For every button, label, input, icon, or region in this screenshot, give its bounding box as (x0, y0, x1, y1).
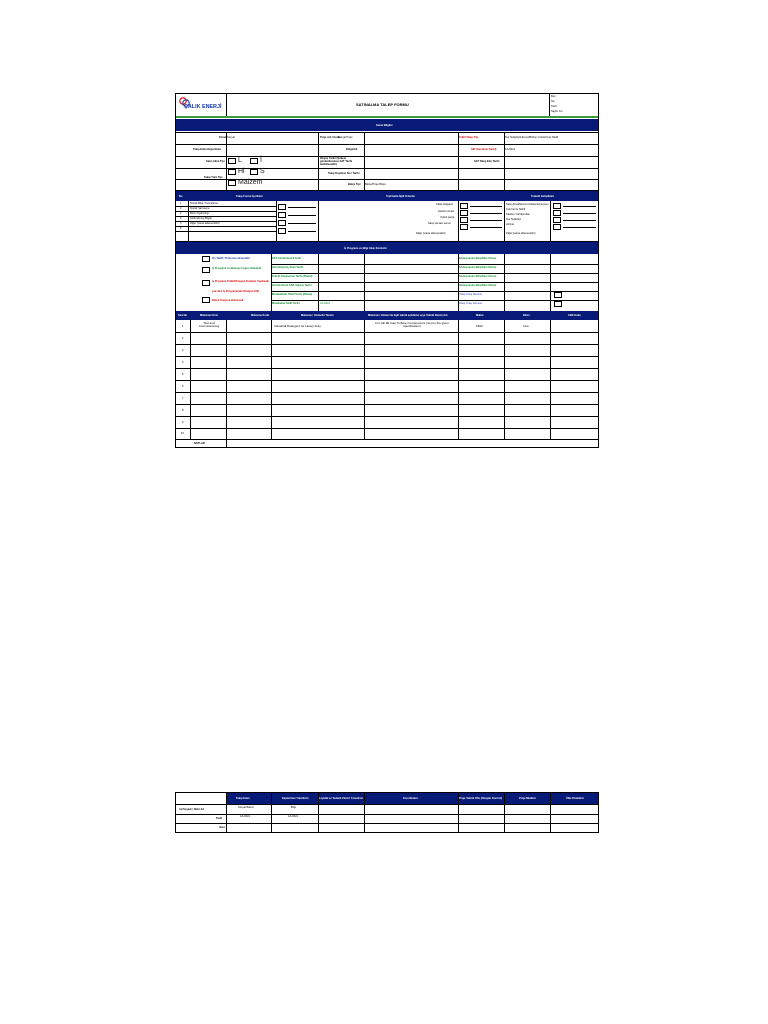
header-rule (176, 116, 598, 118)
grid-line (176, 132, 598, 133)
grid-line (504, 201, 505, 241)
contents-checkbox[interactable] (278, 212, 286, 218)
program-checkbox[interactable] (202, 256, 210, 262)
type-hi-label: Hi (238, 168, 245, 175)
grid-line (176, 231, 276, 232)
grid-line (176, 804, 598, 805)
approval-cell[interactable]: Bilgi (291, 806, 296, 809)
row-birim[interactable]: Litre (523, 324, 529, 328)
source-checkbox[interactable] (553, 203, 561, 209)
source-checkbox[interactable] (553, 224, 561, 230)
talep-tipi-value[interactable]: Tek Tedarikçi/Hizmet/Birden Çok/Hizmet Teklifi (505, 136, 559, 139)
contents-no: 6 (180, 227, 182, 230)
grid-line (226, 132, 227, 190)
grid-line (176, 416, 598, 417)
form-sheet (175, 93, 599, 448)
butce-value[interactable]: Bütçe/Proje Bütçe (365, 183, 386, 186)
grid-line (176, 392, 598, 393)
items-header-cell: Birim (523, 314, 530, 317)
technical-checkbox[interactable] (460, 210, 468, 216)
grid-line (271, 793, 272, 832)
row-no: 6 (182, 385, 184, 388)
grid-line (470, 227, 502, 228)
row-no: 3 (182, 349, 184, 352)
grid-line (288, 215, 316, 216)
approval-header: Lojistik ve Tedarik Zinciri Yöneticisi (319, 797, 363, 800)
grid-line (176, 226, 276, 227)
grid-line (271, 300, 598, 301)
grid-line (549, 94, 550, 116)
technical-item: Kalite belgeleri (436, 203, 454, 206)
talep-eden-label: Talep Eden Departman (193, 148, 221, 151)
contents-no: 5 (180, 222, 182, 225)
row-no: 2 (182, 337, 184, 340)
program-mid-item: SAT Gönderilecek Tarih (272, 257, 302, 260)
approval-table (175, 792, 599, 833)
program-title: İş Programı ve Bilgi Akışı Kontrolü (344, 247, 387, 250)
approval-row-label: İmza (219, 826, 225, 829)
technical-title: Teçhizatla İlgili Kriterler (386, 195, 416, 198)
grid-line (458, 793, 459, 832)
type-malzeme-checkbox[interactable] (228, 180, 236, 186)
items-header-cell: CBS Kodu (568, 314, 581, 317)
grid-line (364, 132, 365, 190)
grid-line (176, 332, 598, 333)
grid-line (271, 282, 598, 283)
grid-line (318, 201, 319, 241)
grid-line (470, 213, 502, 214)
grid-line (176, 216, 276, 217)
grid-line (550, 201, 551, 241)
grid-line (176, 439, 598, 440)
ihp-label: İHP (Gerekme Tarihi) (471, 148, 497, 151)
technical-item: Yedek parça (440, 216, 455, 219)
program-right-item: Talep Onay Durumu (459, 302, 483, 305)
program-mid-value[interactable]: 1/1/2021 (320, 302, 331, 305)
satin-alma-label: Satın Alma Tipi (206, 160, 225, 163)
type-s-checkbox[interactable] (250, 169, 258, 175)
program-checkbox[interactable] (202, 267, 210, 273)
contents-checkbox[interactable] (278, 204, 286, 210)
program-right-item: Sözleşmenin Bitiş/Süre Klasör (459, 275, 497, 278)
bolge-label: Bölge/Alt (346, 148, 358, 151)
proje-label: Proje Adı / Kodu (320, 136, 341, 139)
talep-tipi-label: Teklif Talep Tipi (459, 136, 479, 139)
grid-line (563, 220, 596, 221)
grid-line (563, 213, 596, 214)
program-checkbox[interactable] (202, 280, 210, 286)
contents-item: Teknik Bilgi / Tanımlama (190, 202, 218, 205)
meta-page: Sayfa: 1/1 (551, 110, 563, 113)
notes-label: NOTLAR (194, 442, 205, 445)
row-no: 4 (182, 361, 184, 364)
ihp-value[interactable]: 1/1/2021 (505, 148, 516, 151)
talep-kaydi-label: Talep Kaydının No / Tarihi (328, 172, 360, 175)
grid-line (288, 207, 316, 208)
meta-no: No: (551, 100, 556, 103)
approval-cell[interactable]: 1/1/2021 (240, 815, 251, 818)
grid-line (458, 201, 459, 241)
items-header-cell: Miktar (476, 314, 484, 317)
items-header-cell: Malzeme Cinsi (200, 314, 218, 317)
firma-value[interactable]: Sosyal (227, 136, 235, 139)
source-item: Tek Tedarikçi (506, 218, 521, 221)
sources-title: Tedarik Gelişlikleri (531, 195, 554, 198)
grid-line (271, 273, 598, 274)
program-left-item: yok aksi İş Programında Olmayan Etki (212, 290, 259, 293)
general-title: Genel Bilgiler (376, 124, 393, 127)
row-miktar[interactable]: 1800 (476, 324, 483, 328)
source-item: Sadece Yurtdışından (506, 213, 531, 216)
contents-item: Kritik Montaj Bilgisi (190, 217, 212, 220)
sat-label: SAT Talep Etiş Tarihi (474, 160, 500, 163)
program-approval-checkbox[interactable] (554, 301, 562, 307)
approval-header: Proje Müdürü (519, 797, 536, 800)
type-malzeme-label: Malzem (238, 179, 263, 186)
contents-item: Teknik Şartname (190, 207, 210, 210)
contents-checkbox[interactable] (278, 228, 286, 234)
technical-item: Satış sonrası servis (428, 222, 451, 225)
talep-turu-label: Talep Türü Tipi (204, 176, 223, 179)
program-bar (176, 242, 598, 254)
contents-title: Talep Formu İçerikleri (236, 195, 263, 198)
grid-line (176, 206, 276, 207)
row-no: 10 (181, 432, 184, 435)
type-l-label: L (238, 157, 242, 164)
program-right-item: Sözleşmenin Bitiş/Süre Klasör (459, 257, 497, 260)
source-checkbox[interactable] (553, 210, 561, 216)
grid-line (318, 132, 319, 190)
meta-date: Tarih: (551, 105, 558, 108)
grid-line (470, 206, 502, 207)
items-header-cell: Sıra No (178, 314, 188, 317)
program-left-item: İş Programı ve Bütçeye Uygun Olmalıdır (212, 267, 262, 270)
grid-line (550, 793, 551, 832)
program-checkbox[interactable] (202, 297, 210, 303)
grid-line (176, 380, 598, 381)
logo-text: ÇALIK ENERJİ (184, 104, 222, 110)
program-left-item: İş Programı Kritik/Olmayan Teslimat Yapılacak (212, 280, 269, 283)
contents-no: 3 (180, 212, 182, 215)
approval-cell[interactable]: 1/1/2021 (288, 815, 299, 818)
grid-line (458, 132, 459, 190)
technical-checkbox[interactable] (460, 224, 468, 230)
approval-row-label: Tarih (216, 817, 223, 820)
grid-line (176, 144, 598, 145)
technical-item: Diğer (varsa eklenecektir) (416, 232, 446, 235)
row-no: 1 (182, 325, 184, 328)
source-item: Satın Alma/Mevcut Anlaşma/Çerçeve (506, 203, 549, 206)
contents-item: Birim Fiyat/Çizgi (190, 212, 209, 215)
type-s-label: S (260, 168, 265, 175)
program-left-item: Bütçe Onayına eklenecek (212, 299, 244, 302)
approval-header: Talep Eden (236, 797, 250, 800)
program-mid-item: Gönderilecek SSK Sipariş Tarihi (272, 284, 312, 287)
grid-line (318, 793, 319, 832)
grid-line (271, 291, 598, 292)
grid-line (276, 201, 277, 241)
proje-value[interactable]: Sosyal Proje (338, 136, 353, 139)
butce-label: Bütçe Tipi (348, 183, 361, 186)
source-item: Çok Firma Teklifi (506, 208, 526, 211)
items-header-cell: Malzeme / Hizmet ile ilgili teknik açıklama veya Teknik Resim Adı (368, 314, 448, 317)
program-approval-checkbox[interactable] (554, 292, 562, 298)
grid-line (176, 211, 276, 212)
row-no: 8 (182, 409, 184, 412)
approval-row-label: Ad Soyadı / İlkler Ad (179, 808, 204, 811)
row-no: 5 (182, 373, 184, 376)
type-i-checkbox[interactable] (250, 158, 258, 164)
approval-header: Departman Yöneticisi (282, 797, 309, 800)
row-no: 9 (182, 421, 184, 424)
grid-line (176, 221, 276, 222)
approval-header: Ülke Direktörü (566, 797, 584, 800)
source-item: Diğer (varsa eklenecektir) (506, 232, 536, 235)
items-header-cell: Malzeme / Hizmetin Tanımı (301, 314, 334, 317)
row-aciklama[interactable]: For GE 9E Gas Turbine Compressors (As per the given specification) (375, 321, 449, 329)
company-logo (178, 96, 226, 114)
approval-header: Proje Teknik Ofis (Onaylar Kontrol) (459, 797, 503, 800)
grid-line (176, 428, 598, 429)
grid-line (563, 206, 596, 207)
grid-line (226, 94, 227, 116)
contents-item: Diğer (varsa eklenecektir) (190, 222, 220, 225)
grid-line (364, 793, 365, 832)
grid-line (176, 404, 598, 405)
row-cinsi[interactable]: Test and Commissioning (198, 321, 220, 329)
grid-line (470, 220, 502, 221)
technical-checkbox[interactable] (460, 203, 468, 209)
technical-checkbox[interactable] (460, 217, 468, 223)
approval-header: Koordinatör (403, 797, 418, 800)
program-right-item: Sözleşmenin Bitiş/Süre Klasör (459, 266, 497, 269)
program-right-item: Talep Onay Durumu (459, 293, 483, 296)
type-hi-checkbox[interactable] (228, 169, 236, 175)
row-no: 7 (182, 397, 184, 400)
grid-line (563, 227, 596, 228)
program-mid-item: Mutabakat Teklif Tarihi (272, 302, 300, 305)
grid-line (271, 264, 598, 265)
type-l-checkbox[interactable] (228, 158, 236, 164)
source-checkbox[interactable] (553, 217, 561, 223)
grid-line (288, 231, 316, 232)
program-right-item: Sözleşmenin Bitiş/Süre Klasör (459, 284, 497, 287)
grid-line (288, 223, 316, 224)
approval-cell[interactable]: Sosyal Bakım (238, 806, 254, 809)
meta-rev: Rev: (551, 95, 557, 98)
grid-line (176, 344, 598, 345)
type-i-label: İ (260, 157, 262, 164)
contents-no: 1 (180, 202, 182, 205)
grid-line (176, 368, 598, 369)
items-header-cell: Malzeme Kodu (251, 314, 270, 317)
program-mid-item: Gerçekleşmiş Sevk Tarihi (272, 266, 304, 269)
program-mid-item: Teknik Onaylanma Tarihi (Planla) (272, 275, 313, 278)
grid-line (226, 793, 227, 832)
contents-checkbox[interactable] (278, 220, 286, 226)
grid-line (176, 356, 598, 357)
source-item: Hizmet (506, 223, 515, 226)
contents-no: 4 (180, 217, 182, 220)
row-tanim[interactable]: Industrial Detergent for Heavy Duty (274, 324, 321, 328)
grid-line (504, 793, 505, 832)
contents-no: 2 (180, 207, 182, 210)
program-mid-item: Mutabakatın Teklif Tarihi (Planla) (272, 293, 313, 296)
grid-line (504, 132, 505, 190)
firma-label: Firma (219, 136, 227, 139)
contents-no-header: No (179, 195, 183, 198)
technical-item: Garanti süresi (438, 210, 455, 213)
grid-line (176, 823, 598, 824)
ihtiyac-label: İhtiyaç Tarihi (Şirkete gönderilecekse SAT Tarihi belirtilecektir) (320, 157, 353, 166)
form-title: SATINALMA TALEP FORMU (356, 102, 409, 107)
program-left-item: Ön Teklif / Proforma alınacaktır (212, 257, 251, 260)
